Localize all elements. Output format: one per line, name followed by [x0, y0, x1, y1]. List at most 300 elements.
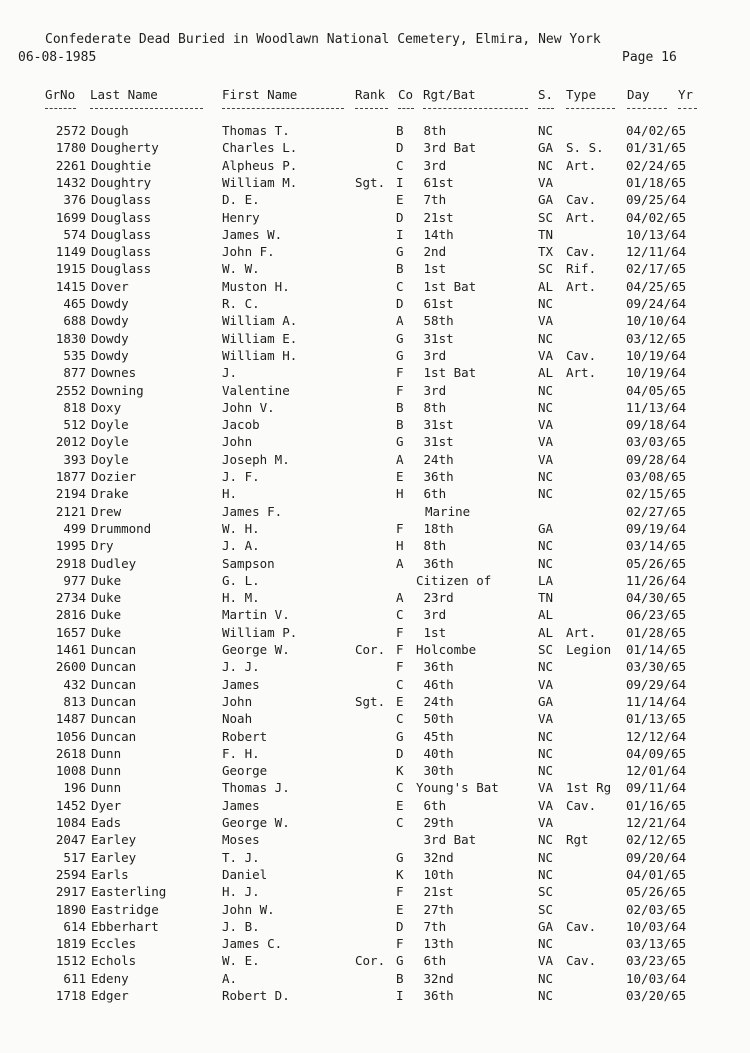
cell-unit-type: Rif.	[566, 261, 597, 276]
table-row	[0, 710, 750, 727]
cell-regiment: 3rd Bat	[416, 140, 477, 155]
cell-first-name: Noah	[222, 711, 253, 726]
cell-first-name: William H.	[222, 348, 298, 363]
cell-first-name: Valentine	[222, 383, 290, 398]
cell-gr-number: 2594	[55, 867, 86, 882]
cell-regiment: 31st	[416, 417, 454, 432]
cell-gr-number: 1487	[55, 711, 86, 726]
document-title: Confederate Dead Buried in Woodlawn National Cemetery, Elmira, New York	[45, 32, 601, 47]
cell-first-name: James F.	[222, 504, 283, 519]
cell-last-name: Douglass	[91, 244, 152, 259]
cell-regiment: 6th	[416, 486, 447, 501]
cell-regiment: 32nd	[416, 850, 454, 865]
cell-regiment: Holcombe	[416, 642, 477, 657]
cell-gr-number: 2734	[55, 590, 86, 605]
cell-regiment: 2nd	[416, 244, 447, 259]
cell-death-date: 01/18/65	[626, 175, 687, 190]
cell-note: Marine	[425, 504, 471, 519]
cell-state: NC	[538, 988, 554, 1003]
cell-death-date: 12/12/64	[626, 729, 687, 744]
cell-last-name: Dyer	[91, 798, 122, 813]
cell-state: NC	[538, 296, 554, 311]
cell-first-name: Charles L.	[222, 140, 298, 155]
table-row	[0, 433, 750, 450]
cell-last-name: Douglass	[91, 261, 152, 276]
cell-state: NC	[538, 331, 554, 346]
cell-death-date: 09/29/64	[626, 677, 687, 692]
cell-first-name: H.	[222, 486, 238, 501]
cell-regiment: 61st	[416, 296, 454, 311]
cell-death-date: 02/27/65	[626, 504, 687, 519]
cell-last-name: Easterling	[91, 884, 167, 899]
table-row	[0, 606, 750, 623]
cell-gr-number: 977	[63, 573, 86, 588]
cell-first-name: Alpheus P.	[222, 158, 298, 173]
cell-state: AL	[538, 365, 554, 380]
cell-state: VA	[538, 953, 554, 968]
cell-death-date: 10/03/64	[626, 971, 687, 986]
cell-state: AL	[538, 625, 554, 640]
cell-gr-number: 1819	[55, 936, 86, 951]
cell-company: G	[396, 348, 404, 363]
cell-last-name: Dunn	[91, 746, 122, 761]
cell-company: K	[396, 867, 404, 882]
cell-state: SC	[538, 261, 554, 276]
cell-death-date: 09/19/64	[626, 521, 687, 536]
table-row	[0, 901, 750, 918]
cell-death-date: 09/18/64	[626, 417, 687, 432]
cell-first-name: G. L.	[222, 573, 260, 588]
cell-gr-number: 512	[63, 417, 86, 432]
cell-last-name: Dowdy	[91, 296, 129, 311]
cell-regiment: 1st Bat	[416, 365, 477, 380]
cell-unit-type: Art.	[566, 210, 597, 225]
cell-regiment: Citizen of	[416, 573, 492, 588]
cell-state: GA	[538, 919, 554, 934]
cell-gr-number: 2121	[55, 504, 86, 519]
cell-death-date: 06/23/65	[626, 607, 687, 622]
cell-first-name: J. F.	[222, 469, 260, 484]
cell-unit-type: Rgt	[566, 832, 589, 847]
cell-first-name: Robert	[222, 729, 268, 744]
cell-death-date: 03/23/65	[626, 953, 687, 968]
cell-gr-number: 196	[63, 780, 86, 795]
cell-death-date: 11/14/64	[626, 694, 687, 709]
cell-unit-type: Cav.	[566, 348, 597, 363]
cell-last-name: Douglass	[91, 210, 152, 225]
cell-death-date: 01/14/65	[626, 642, 687, 657]
cell-death-date: 02/03/65	[626, 902, 687, 917]
cell-company: E	[396, 902, 404, 917]
cell-first-name: Joseph M.	[222, 452, 290, 467]
cell-first-name: J. B.	[222, 919, 260, 934]
table-row	[0, 209, 750, 226]
table-row	[0, 243, 750, 260]
cell-gr-number: 1830	[55, 331, 86, 346]
table-row	[0, 693, 750, 710]
cell-regiment: Young's Bat	[416, 780, 499, 795]
table-row	[0, 485, 750, 502]
cell-death-date: 02/24/65	[626, 158, 687, 173]
cell-last-name: Eads	[91, 815, 122, 830]
cell-first-name: John W.	[222, 902, 275, 917]
cell-first-name: George W.	[222, 642, 290, 657]
cell-last-name: Dough	[91, 123, 129, 138]
cell-company: G	[396, 331, 404, 346]
cell-state: VA	[538, 417, 554, 432]
cell-company: B	[396, 417, 404, 432]
cell-company: E	[396, 192, 404, 207]
cell-unit-type: Art.	[566, 365, 597, 380]
cell-first-name: James	[222, 798, 260, 813]
cell-death-date: 12/01/64	[626, 763, 687, 778]
cell-last-name: Dry	[91, 538, 114, 553]
cell-gr-number: 465	[63, 296, 86, 311]
cell-company: F	[396, 625, 404, 640]
cell-state: NC	[538, 469, 554, 484]
cell-first-name: J. J.	[222, 659, 260, 674]
cell-company: A	[396, 452, 404, 467]
rule-company	[398, 108, 414, 109]
cell-company: E	[396, 469, 404, 484]
cell-last-name: Doyle	[91, 452, 129, 467]
cell-first-name: J. A.	[222, 538, 260, 553]
cell-state: NC	[538, 659, 554, 674]
cell-company: G	[396, 953, 404, 968]
table-row	[0, 762, 750, 779]
cell-last-name: Duncan	[91, 711, 137, 726]
table-row	[0, 399, 750, 416]
table-row	[0, 468, 750, 485]
cell-death-date: 02/15/65	[626, 486, 687, 501]
cell-gr-number: 2552	[55, 383, 86, 398]
cell-last-name: Earls	[91, 867, 129, 882]
col-header-rank: Rank	[355, 87, 386, 102]
cell-state: NC	[538, 850, 554, 865]
cell-unit-type: Cav.	[566, 244, 597, 259]
cell-gr-number: 1432	[55, 175, 86, 190]
cell-gr-number: 614	[63, 919, 86, 934]
cell-unit-type: Art.	[566, 279, 597, 294]
cell-last-name: Duncan	[91, 642, 137, 657]
cell-unit-type: Cav.	[566, 192, 597, 207]
cell-last-name: Duke	[91, 590, 122, 605]
table-row	[0, 745, 750, 762]
cell-last-name: Drummond	[91, 521, 152, 536]
cell-first-name: Sampson	[222, 556, 275, 571]
cell-state: LA	[538, 573, 554, 588]
cell-state: NC	[538, 486, 554, 501]
cell-first-name: W. H.	[222, 521, 260, 536]
cell-unit-type: Legion	[566, 642, 612, 657]
cell-company: F	[396, 383, 404, 398]
cell-death-date: 11/26/64	[626, 573, 687, 588]
cell-company: I	[396, 175, 404, 190]
cell-first-name: D. E.	[222, 192, 260, 207]
cell-regiment: 1st	[416, 261, 447, 276]
cell-state: NC	[538, 158, 554, 173]
cell-regiment: 31st	[416, 331, 454, 346]
cell-gr-number: 2047	[55, 832, 86, 847]
cell-state: VA	[538, 175, 554, 190]
cell-death-date: 09/25/64	[626, 192, 687, 207]
col-header-state: S.	[538, 87, 554, 102]
cell-state: NC	[538, 729, 554, 744]
table-row	[0, 918, 750, 935]
cell-death-date: 01/28/65	[626, 625, 687, 640]
cell-last-name: Drew	[91, 504, 122, 519]
cell-death-date: 04/02/65	[626, 210, 687, 225]
cell-gr-number: 877	[63, 365, 86, 380]
cell-first-name: James W.	[222, 227, 283, 242]
cell-regiment: 36th	[416, 556, 454, 571]
cell-regiment: 3rd	[416, 383, 447, 398]
cell-company: C	[396, 677, 404, 692]
cell-last-name: Eccles	[91, 936, 137, 951]
cell-last-name: Duncan	[91, 694, 137, 709]
cell-first-name: James C.	[222, 936, 283, 951]
cell-rank: Cor.	[355, 953, 386, 968]
cell-death-date: 01/31/65	[626, 140, 687, 155]
cell-regiment: 10th	[416, 867, 454, 882]
cell-last-name: Dozier	[91, 469, 137, 484]
cell-first-name: William M.	[222, 175, 298, 190]
cell-first-name: F. H.	[222, 746, 260, 761]
cell-first-name: Henry	[222, 210, 260, 225]
cell-last-name: Dowdy	[91, 313, 129, 328]
cell-company: I	[396, 988, 404, 1003]
cell-gr-number: 1452	[55, 798, 86, 813]
cell-first-name: James	[222, 677, 260, 692]
table-row	[0, 952, 750, 969]
cell-death-date: 01/13/65	[626, 711, 687, 726]
cell-regiment: 18th	[416, 521, 454, 536]
table-row	[0, 676, 750, 693]
cell-state: NC	[538, 867, 554, 882]
cell-gr-number: 1699	[55, 210, 86, 225]
cell-gr-number: 1718	[55, 988, 86, 1003]
cell-state: VA	[538, 348, 554, 363]
table-row	[0, 503, 750, 520]
cell-gr-number: 2918	[55, 556, 86, 571]
cell-last-name: Dowdy	[91, 348, 129, 363]
cell-death-date: 02/17/65	[626, 261, 687, 276]
cell-state: TX	[538, 244, 554, 259]
cell-death-date: 10/19/64	[626, 365, 687, 380]
table-row	[0, 658, 750, 675]
cell-company: B	[396, 123, 404, 138]
table-row	[0, 589, 750, 606]
table-row	[0, 797, 750, 814]
cell-state: GA	[538, 140, 554, 155]
cell-gr-number: 1995	[55, 538, 86, 553]
table-row	[0, 260, 750, 277]
cell-state: VA	[538, 780, 554, 795]
cell-last-name: Doxy	[91, 400, 122, 415]
rule-grno	[45, 108, 76, 109]
cell-company: E	[396, 798, 404, 813]
cell-unit-type: Cav.	[566, 798, 597, 813]
cell-company: F	[396, 642, 404, 657]
cell-regiment: 36th	[416, 659, 454, 674]
cell-death-date: 04/09/65	[626, 746, 687, 761]
cell-death-date: 05/26/65	[626, 556, 687, 571]
rule-regiment	[423, 108, 528, 109]
table-row	[0, 122, 750, 139]
table-row	[0, 364, 750, 381]
cell-company: D	[396, 296, 404, 311]
table-row	[0, 295, 750, 312]
cell-unit-type: Cav.	[566, 953, 597, 968]
cell-company: F	[396, 884, 404, 899]
cell-company: D	[396, 210, 404, 225]
col-header-regiment: Rgt/Bat	[423, 87, 476, 102]
cell-gr-number: 2194	[55, 486, 86, 501]
cell-first-name: Thomas J.	[222, 780, 290, 795]
cell-gr-number: 1461	[55, 642, 86, 657]
cell-state: NC	[538, 971, 554, 986]
table-row	[0, 814, 750, 831]
cell-regiment: 32nd	[416, 971, 454, 986]
cell-regiment: 1st Bat	[416, 279, 477, 294]
cell-unit-type: 1st Rg	[566, 780, 612, 795]
cell-company: C	[396, 815, 404, 830]
cell-first-name: W. E.	[222, 953, 260, 968]
cell-last-name: Duke	[91, 625, 122, 640]
cell-death-date: 10/19/64	[626, 348, 687, 363]
cell-state: NC	[538, 123, 554, 138]
cell-company: F	[396, 521, 404, 536]
cell-first-name: T. J.	[222, 850, 260, 865]
cell-death-date: 12/11/64	[626, 244, 687, 259]
cell-company: A	[396, 556, 404, 571]
rule-day	[627, 108, 667, 109]
table-row	[0, 970, 750, 987]
cell-death-date: 03/14/65	[626, 538, 687, 553]
cell-last-name: Ebberhart	[91, 919, 159, 934]
cell-state: VA	[538, 452, 554, 467]
cell-gr-number: 1008	[55, 763, 86, 778]
table-row	[0, 330, 750, 347]
cell-gr-number: 813	[63, 694, 86, 709]
cell-gr-number: 376	[63, 192, 86, 207]
cell-regiment: 8th	[416, 538, 447, 553]
cell-company: K	[396, 763, 404, 778]
cell-regiment: 61st	[416, 175, 454, 190]
cell-regiment: 3rd Bat	[416, 832, 477, 847]
cell-state: NC	[538, 746, 554, 761]
cell-state: VA	[538, 677, 554, 692]
cell-company: B	[396, 971, 404, 986]
col-header-last-name: Last Name	[90, 87, 158, 102]
cell-gr-number: 499	[63, 521, 86, 536]
page-number: Page 16	[622, 50, 677, 65]
cell-death-date: 09/28/64	[626, 452, 687, 467]
cell-first-name: J.	[222, 365, 238, 380]
cell-company: C	[396, 780, 404, 795]
cell-death-date: 09/20/64	[626, 850, 687, 865]
cell-state: GA	[538, 694, 554, 709]
cell-state: NC	[538, 763, 554, 778]
cell-gr-number: 1415	[55, 279, 86, 294]
cell-death-date: 03/03/65	[626, 434, 687, 449]
col-header-type: Type	[566, 87, 597, 102]
table-row	[0, 624, 750, 641]
cell-state: TN	[538, 590, 554, 605]
cell-last-name: Dowdy	[91, 331, 129, 346]
cell-first-name: Thomas T.	[222, 123, 290, 138]
cell-first-name: H. M.	[222, 590, 260, 605]
cell-death-date: 05/26/65	[626, 884, 687, 899]
cell-regiment: 27th	[416, 902, 454, 917]
cell-gr-number: 1084	[55, 815, 86, 830]
cell-state: GA	[538, 192, 554, 207]
table-row	[0, 831, 750, 848]
table-row	[0, 935, 750, 952]
cell-death-date: 09/24/64	[626, 296, 687, 311]
cell-last-name: Douglass	[91, 192, 152, 207]
cell-last-name: Doyle	[91, 434, 129, 449]
cell-state: SC	[538, 902, 554, 917]
cell-first-name: John F.	[222, 244, 275, 259]
cell-regiment: 3rd	[416, 158, 447, 173]
table-row	[0, 347, 750, 364]
cell-regiment: 40th	[416, 746, 454, 761]
cell-company: I	[396, 227, 404, 242]
cell-first-name: John V.	[222, 400, 275, 415]
table-row	[0, 779, 750, 796]
cell-state: SC	[538, 884, 554, 899]
cell-unit-type: Art.	[566, 158, 597, 173]
cell-death-date: 09/11/64	[626, 780, 687, 795]
cell-regiment: 8th	[416, 400, 447, 415]
cell-gr-number: 2816	[55, 607, 86, 622]
cell-state: SC	[538, 210, 554, 225]
rule-state	[538, 108, 554, 109]
cell-state: NC	[538, 832, 554, 847]
cell-death-date: 04/01/65	[626, 867, 687, 882]
col-header-company: Co	[398, 87, 414, 102]
cell-last-name: Dudley	[91, 556, 137, 571]
table-row	[0, 572, 750, 589]
cell-first-name: William P.	[222, 625, 298, 640]
table-row	[0, 278, 750, 295]
cell-death-date: 10/13/64	[626, 227, 687, 242]
cell-death-date: 04/25/65	[626, 279, 687, 294]
cell-gr-number: 818	[63, 400, 86, 415]
cell-state: VA	[538, 711, 554, 726]
cell-company: C	[396, 158, 404, 173]
cell-first-name: W. W.	[222, 261, 260, 276]
cell-company: F	[396, 659, 404, 674]
table-row	[0, 382, 750, 399]
cell-state: AL	[538, 279, 554, 294]
cell-first-name: Martin V.	[222, 607, 290, 622]
cell-death-date: 03/13/65	[626, 936, 687, 951]
cell-gr-number: 2618	[55, 746, 86, 761]
cell-last-name: Eastridge	[91, 902, 159, 917]
cell-gr-number: 517	[63, 850, 86, 865]
cell-first-name: Muston H.	[222, 279, 290, 294]
cell-first-name: R. C.	[222, 296, 260, 311]
cell-state: NC	[538, 400, 554, 415]
cell-death-date: 10/10/64	[626, 313, 687, 328]
cell-company: H	[396, 538, 404, 553]
table-row	[0, 451, 750, 468]
cell-death-date: 01/16/65	[626, 798, 687, 813]
cell-gr-number: 2600	[55, 659, 86, 674]
cell-regiment: 21st	[416, 210, 454, 225]
